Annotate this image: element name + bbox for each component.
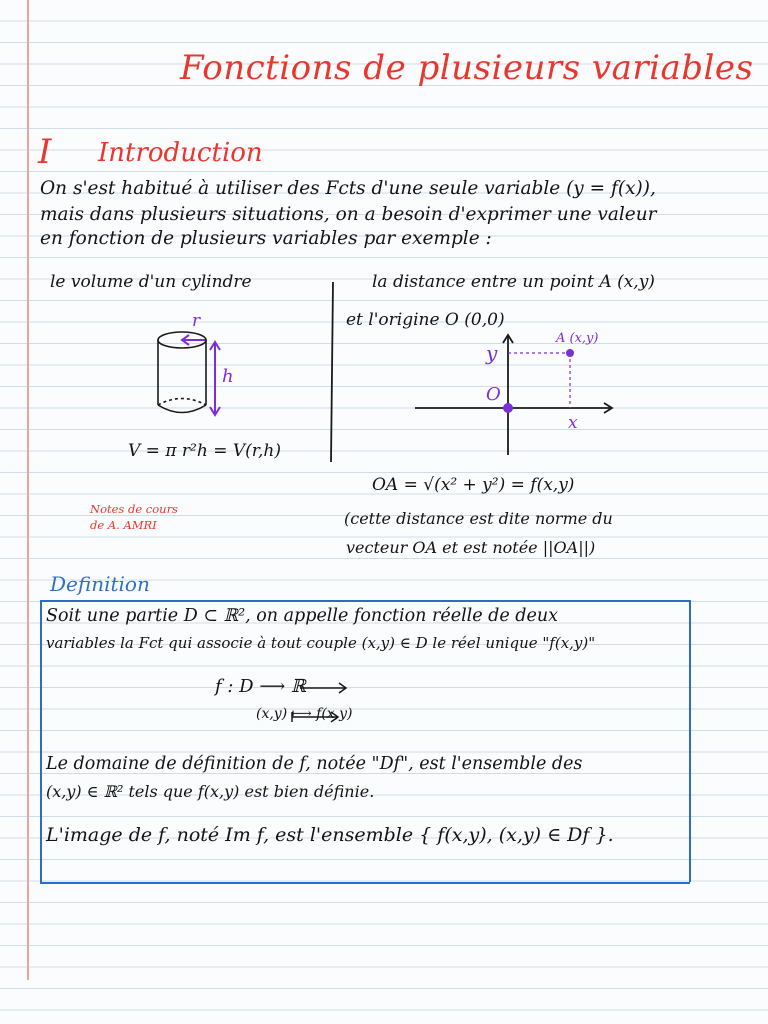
- point-a-label: A (x,y): [556, 331, 599, 346]
- cylinder-radius-label: r: [192, 311, 201, 331]
- intro-line-2: mais dans plusieurs situations, on a besoin d'exprimer une valeur: [40, 204, 657, 225]
- page-title: Fonctions de plusieurs variables: [180, 48, 754, 88]
- domain-line-1: Le domaine de définition de f, notée "Df", est l'ensemble des: [46, 754, 583, 774]
- definition-box-right-edge: [689, 600, 691, 882]
- norm-note-line-1: (cette distance est dite norme du: [344, 509, 613, 528]
- intro-line-3: en fonction de plusieurs variables par exemple :: [40, 228, 492, 249]
- mapping-line-1: f : D ⟶ ℝ: [215, 676, 306, 697]
- point-a-marker: [566, 349, 574, 357]
- distance-caption: la distance entre un point A (x,y): [372, 272, 655, 292]
- example-divider: [331, 282, 333, 462]
- intro-line-1: On s'est habitué à utiliser des Fcts d'une seule variable (y = f(x)),: [40, 178, 656, 199]
- section-number: I: [38, 132, 52, 172]
- definition-heading: Definition: [50, 572, 150, 596]
- domain-line-2: (x,y) ∈ ℝ² tels que f(x,y) est bien définie.: [46, 782, 375, 801]
- cylinder-height-label: h: [222, 366, 234, 387]
- cylinder-volume-formula: V = π r²h = V(r,h): [128, 441, 281, 461]
- axis-y-label: y: [486, 341, 498, 365]
- definition-box-left-edge: [40, 600, 42, 882]
- origin-marker: [503, 403, 513, 413]
- origin-label: O: [486, 384, 501, 405]
- definition-line-1: Soit une partie D ⊂ ℝ², on appelle fonction réelle de deux: [46, 606, 559, 626]
- mapping-line-2: (x,y) ⟼ f(x,y): [256, 706, 353, 722]
- cylinder-caption: le volume d'un cylindre: [50, 272, 252, 292]
- axis-x-label: x: [568, 413, 578, 433]
- course-notes-line-1: Notes de cours: [90, 502, 178, 516]
- distance-formula: OA = √(x² + y²) = f(x,y): [372, 475, 575, 495]
- image-line: L'image de f, noté Im f, est l'ensemble { f(x,y), (x,y) ∈ Df }.: [46, 824, 614, 846]
- norm-note-line-2: vecteur OA et est notée ||OA||): [346, 538, 596, 557]
- projection-lines: [508, 353, 570, 408]
- section-title: Introduction: [98, 138, 263, 168]
- coordinate-axes: [415, 335, 612, 455]
- distance-caption-2: et l'origine O (0,0): [346, 310, 505, 330]
- definition-line-2: variables la Fct qui associe à tout couple (x,y) ∈ D le réel unique "f(x,y)": [46, 634, 596, 652]
- cylinder-sketch: [158, 332, 206, 413]
- course-notes-line-2: de A. AMRI: [90, 518, 157, 532]
